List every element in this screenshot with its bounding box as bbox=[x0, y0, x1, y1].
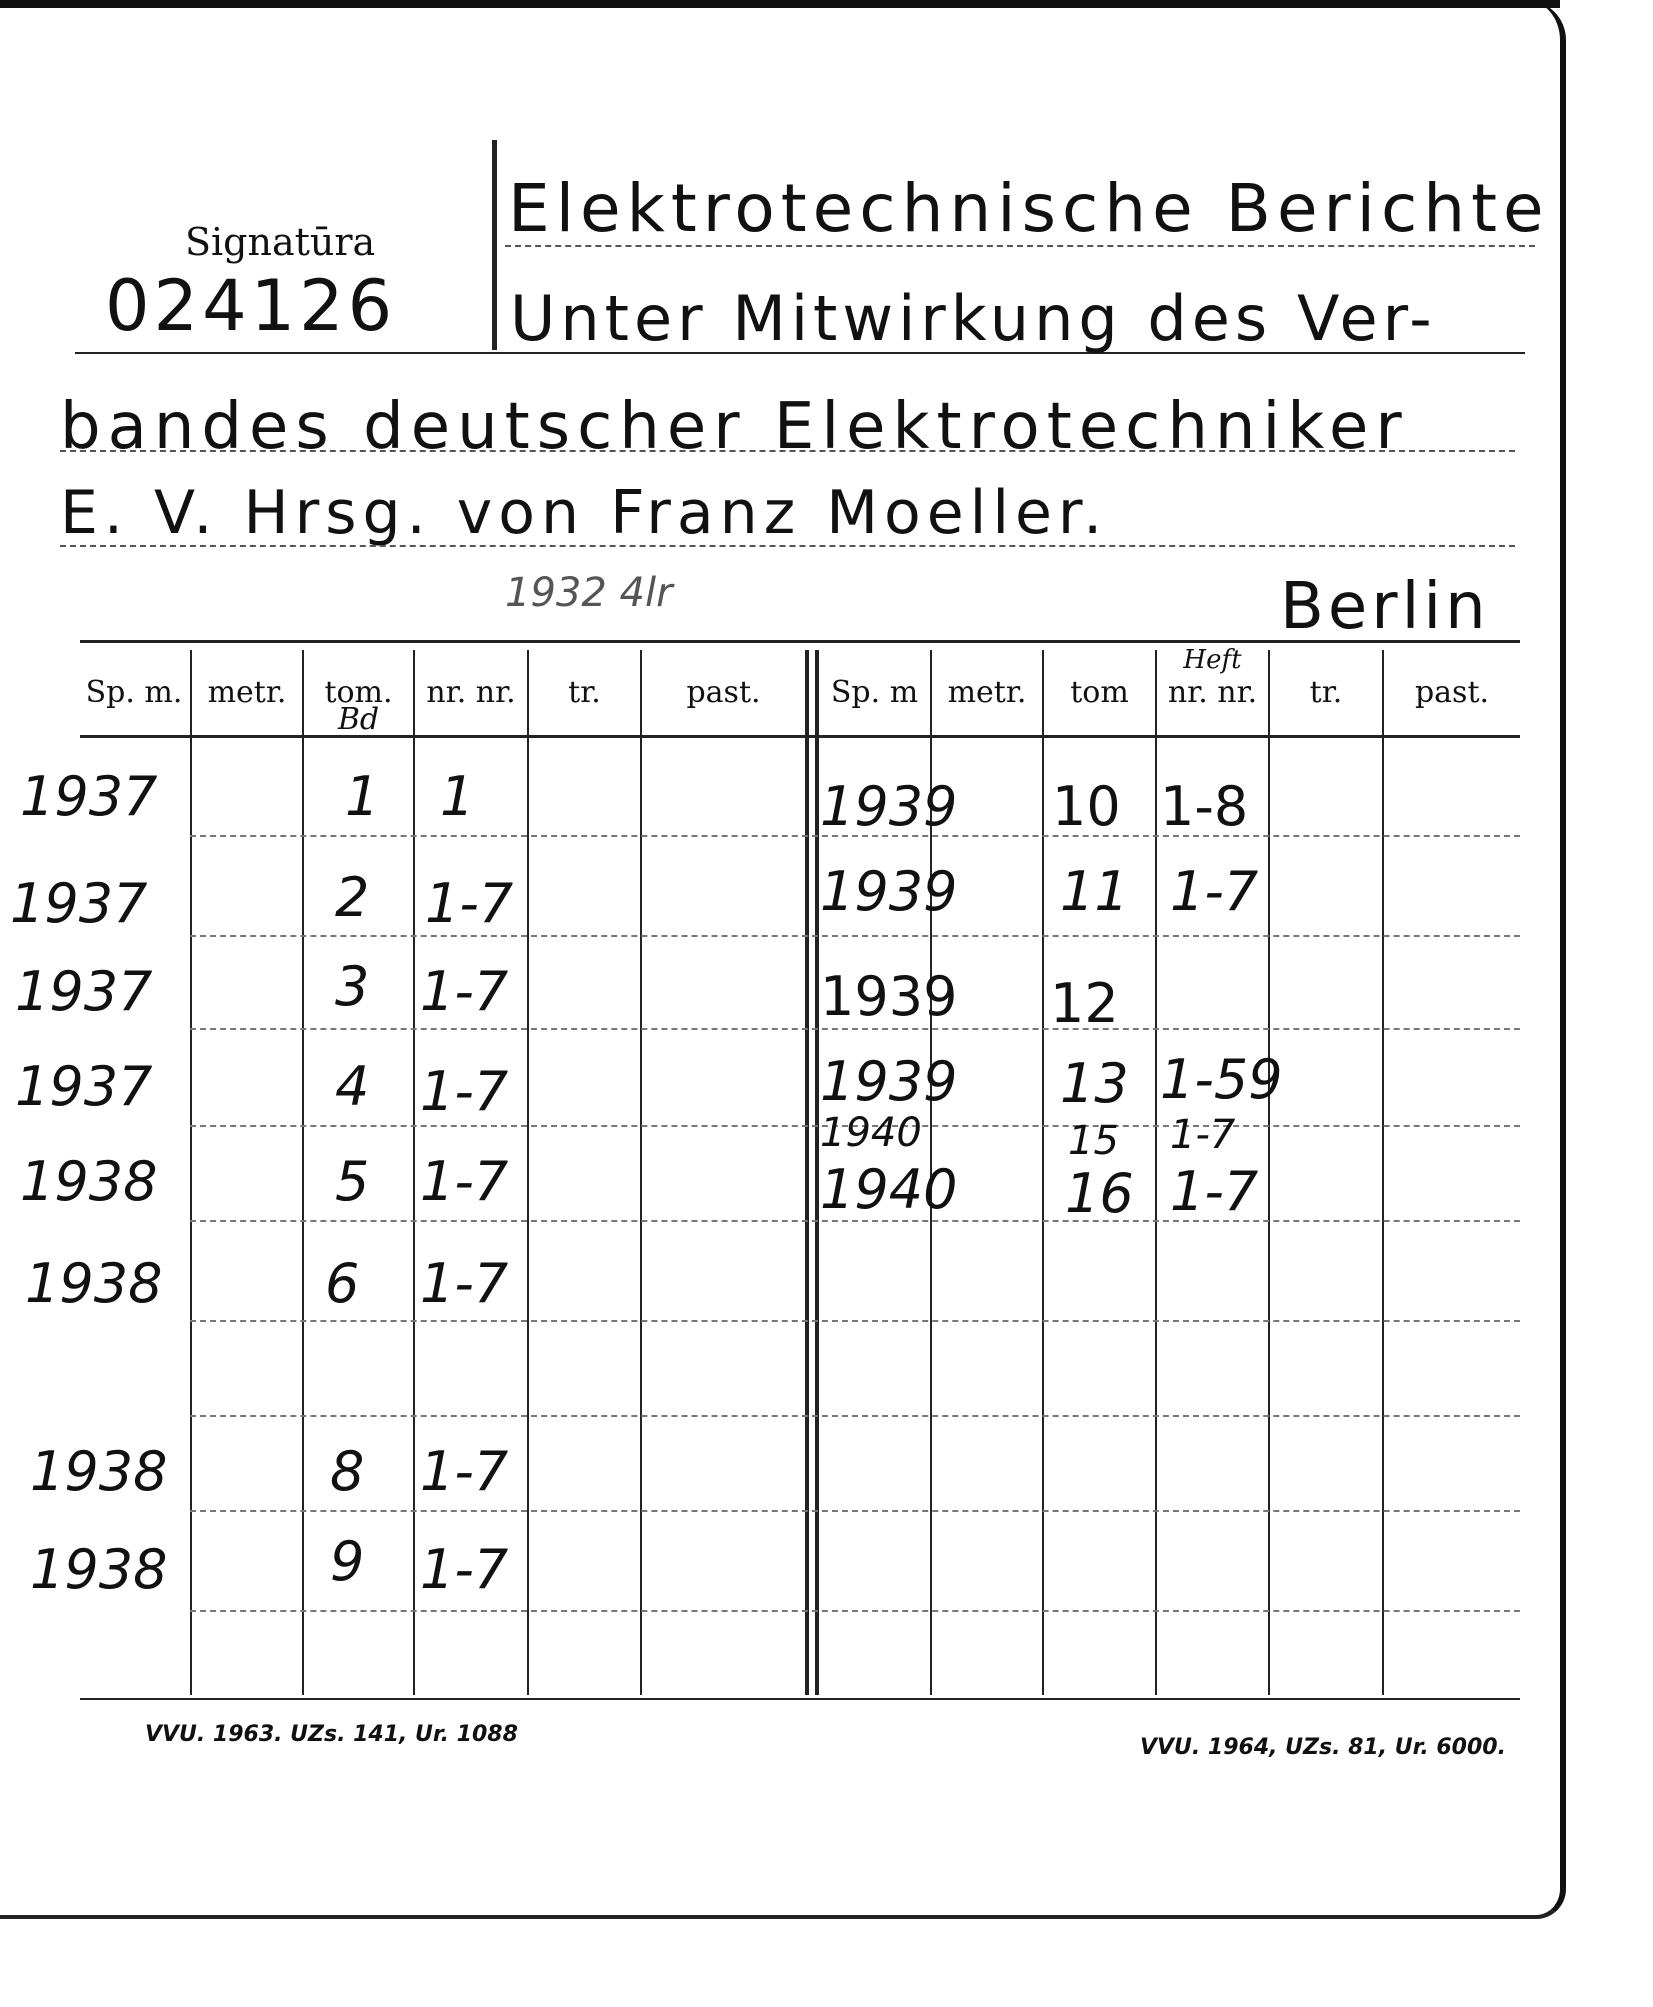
pencil-note: 1932 4lr bbox=[505, 570, 673, 616]
col-line bbox=[302, 650, 304, 1695]
left-tom: 3 bbox=[335, 955, 370, 1018]
row-line bbox=[190, 1415, 1520, 1417]
col-line bbox=[1268, 650, 1270, 1695]
right-nr: 1-7 bbox=[1170, 1160, 1259, 1223]
row-line bbox=[190, 1510, 1520, 1512]
title-line-2: Unter Mitwirkung des Ver- bbox=[510, 282, 1437, 355]
header-spm-right: Sp. m bbox=[830, 675, 919, 710]
header-tom-annotation: Bd bbox=[337, 702, 380, 737]
center-double-line bbox=[805, 650, 809, 1695]
place-name: Berlin bbox=[1280, 570, 1490, 644]
left-nr: 1 bbox=[440, 765, 475, 828]
table-top-rule bbox=[80, 640, 1520, 643]
left-year: 1937 bbox=[15, 960, 153, 1023]
footer-left-note: VVU. 1963. UZs. 141, Ur. 1088 bbox=[145, 1722, 518, 1747]
header-tr-right: tr. bbox=[1309, 675, 1343, 710]
left-nr: 1-7 bbox=[420, 1252, 509, 1315]
right-tom: 11 bbox=[1060, 860, 1129, 923]
left-tom: 9 bbox=[330, 1530, 365, 1593]
left-nr: 1-7 bbox=[420, 1538, 509, 1601]
title-rule-3 bbox=[60, 450, 1515, 452]
title-line-1: Elektrotechnische Berichte bbox=[508, 170, 1550, 247]
left-tom: 2 bbox=[335, 866, 370, 929]
col-line bbox=[1382, 650, 1384, 1695]
header-tr-left: tr. bbox=[568, 675, 601, 710]
signatura-value: 024126 bbox=[105, 265, 397, 347]
right-nr: 1-7 bbox=[1170, 1112, 1236, 1158]
right-year: 1939 bbox=[820, 965, 958, 1028]
footer-right-note: VVU. 1964, UZs. 81, Ur. 6000. bbox=[1140, 1735, 1506, 1760]
right-nr: 1-8 bbox=[1160, 775, 1249, 838]
right-tom: 10 bbox=[1052, 775, 1121, 838]
left-tom: 4 bbox=[335, 1055, 370, 1118]
header-metr-right: metr. bbox=[947, 675, 1027, 710]
col-line bbox=[1155, 650, 1157, 1695]
col-line bbox=[1042, 650, 1044, 1695]
title-line-4: E. V. Hrsg. von Franz Moeller. bbox=[60, 478, 1109, 548]
header-nr-right: nr. nr. bbox=[1167, 675, 1258, 710]
left-nr: 1-7 bbox=[420, 1440, 509, 1503]
left-tom: 1 bbox=[345, 765, 380, 828]
header-tom-right: tom bbox=[1070, 675, 1129, 710]
left-year: 1938 bbox=[30, 1440, 168, 1503]
header-tom-left: tom. bbox=[324, 675, 393, 710]
title-line-3: bandes deutscher Elektrotechniker bbox=[60, 390, 1409, 464]
right-tom: 13 bbox=[1060, 1052, 1129, 1115]
left-tom: 5 bbox=[335, 1150, 370, 1213]
right-year: 1940 bbox=[820, 1110, 922, 1156]
right-year: 1939 bbox=[820, 860, 958, 923]
signatura-label: Signatūra bbox=[185, 220, 376, 264]
header-nr-annotation: Heft bbox=[1183, 645, 1242, 675]
col-line bbox=[527, 650, 529, 1695]
left-year: 1937 bbox=[15, 1055, 153, 1118]
right-year: 1939 bbox=[820, 1050, 958, 1113]
header-spm-left: Sp. m. bbox=[85, 675, 183, 710]
left-year: 1937 bbox=[20, 765, 158, 828]
title-rule-4 bbox=[60, 545, 1515, 547]
header-nr-left: nr. nr. bbox=[426, 675, 516, 710]
header-past-left: past. bbox=[686, 675, 761, 710]
left-year: 1938 bbox=[30, 1538, 168, 1601]
table-header-rule bbox=[80, 735, 1520, 738]
right-year: 1939 bbox=[820, 775, 958, 838]
right-nr: 1-59 bbox=[1160, 1048, 1283, 1111]
right-tom: 15 bbox=[1068, 1118, 1119, 1164]
left-nr: 1-7 bbox=[420, 1150, 509, 1213]
right-tom: 12 bbox=[1050, 972, 1119, 1035]
col-line bbox=[413, 650, 415, 1695]
center-double-line bbox=[815, 650, 819, 1695]
row-line bbox=[190, 1610, 1520, 1612]
left-year: 1938 bbox=[20, 1150, 158, 1213]
card-top-edge bbox=[0, 0, 1560, 8]
row-line bbox=[190, 1028, 1520, 1030]
left-year: 1938 bbox=[25, 1252, 163, 1315]
header-metr-left: metr. bbox=[207, 675, 287, 710]
header-past-right: past. bbox=[1414, 675, 1490, 710]
row-line bbox=[190, 935, 1520, 937]
table-bottom-rule bbox=[80, 1698, 1520, 1700]
right-year: 1940 bbox=[820, 1158, 958, 1221]
left-tom: 8 bbox=[330, 1440, 365, 1503]
left-tom: 6 bbox=[325, 1252, 360, 1315]
left-nr: 1-7 bbox=[420, 1060, 509, 1123]
left-year: 1937 bbox=[10, 872, 148, 935]
left-nr: 1-7 bbox=[420, 960, 509, 1023]
title-rule-1 bbox=[505, 245, 1535, 247]
left-nr: 1-7 bbox=[425, 872, 514, 935]
col-line bbox=[640, 650, 642, 1695]
signatura-divider bbox=[492, 140, 497, 350]
right-nr: 1-7 bbox=[1170, 860, 1259, 923]
col-line bbox=[190, 650, 192, 1695]
row-line bbox=[190, 1320, 1520, 1322]
right-tom: 16 bbox=[1065, 1162, 1134, 1225]
